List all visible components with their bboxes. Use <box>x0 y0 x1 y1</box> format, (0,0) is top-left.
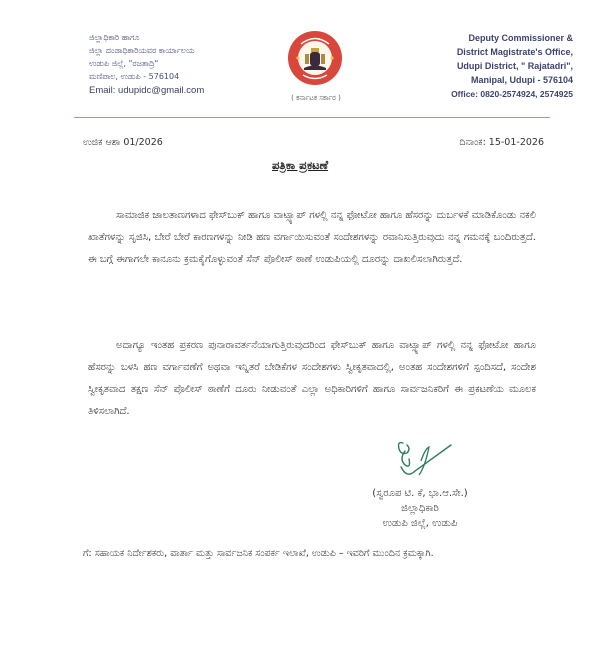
address-line: ಜಿಲ್ಲಾಧಿಕಾರಿ ಹಾಗೂ <box>89 33 140 42</box>
letterhead-kannada-address <box>89 31 204 97</box>
address-line: Udupi District, " Rajatadri", <box>456 61 573 71</box>
signature-icon <box>385 437 455 483</box>
letterhead-english-address <box>451 31 573 101</box>
signatory-district: ಉಡುಪಿ ಜಿಲ್ಲೆ, ಉಡುಪಿ <box>382 518 458 529</box>
document-date: ದಿನಾಂಕ: 15-01-2026 <box>459 137 544 148</box>
document-title: ಪತ್ರಿಕಾ ಪ್ರಕಟಣೆ <box>271 158 329 172</box>
reference-number: ಉಜಿಕ ಆಶಾ 01/2026 <box>83 137 163 148</box>
body-paragraph: ಅದಾಗ್ಯೂ ಇಂತಹ ಪ್ರಕರಣ ಪುನಾರಾವರ್ತನೆಯಾಗುತ್ತಿರುವುದರಿಂದ ಫೇಸ್‌ಬುಕ್ ಹಾಗೂ ವಾಟ್ಸ್ಯಾಪ್ ಗಳಲ್ಲಿ ನನ್ನ ಫೋಟೋ ಹಾಗೂ ಹೆಸರನ್ನು ಬಳಸಿ ಹಣ ವರ್ಗಾವಣೆಗೆ ಅಥವಾ ಇನ್ನಿತರೆ ಬೇಡಿಕೆಗಳ ಸಂದೇಶಗಳು ಸ್ವೀಕೃತವಾದಲ್ಲಿ, ಅಂತಹ ಸಂದೇಶಗಳಿಗೆ ಸ್ಪಂದಿಸದೆ, ಸಂದೇಶ ಸ್ವೀಕೃತವಾದ ತಕ್ಷಣ ಸೆನ್ ಪೊಲೀಸ್ ಠಾಣೆಗೆ ದೂರು ನೀಡುವಂತೆ ಎಲ್ಲಾ ಅಧಿಕಾರಿಗಳಿಗೆ ಹಾಗೂ ಸಾರ್ವಜನಿಕರಿಗೆ ಈ ಪ್ರಕಟಣೆಯ ಮೂಲಕ ತಿಳಿಸಲಾಗಿದೆ. <box>88 340 536 417</box>
address-line: District Magistrate's Office, <box>456 47 573 57</box>
address-line: Deputy Commissioner & <box>468 33 573 43</box>
address-line: Manipal, Udupi - 576104 <box>470 75 573 85</box>
header-divider <box>74 117 550 118</box>
signatory-designation: ಜಿಲ್ಲಾಧಿಕಾರಿ <box>401 503 439 514</box>
karnataka-emblem-icon <box>287 30 343 86</box>
body-paragraph: ಸಾಮಾಜಿಕ ಜಾಲತಾಣಗಳಾದ ಫೇಸ್‌ಬುಕ್ ಹಾಗೂ ವಾಟ್ಸ್ಯಾಪ್ ಗಳಲ್ಲಿ ನನ್ನ ಫೋಟೋ ಹಾಗೂ ಹೆಸರನ್ನು ದುರ್ಬಳಕೆ ಮಾಡಿಕೊಂಡು ನಕಲಿ ಖಾತೆಗಳನ್ನು ಸೃಜಿಸಿ, ಬೇರೆ ಬೇರೆ ಕಾರಣಗಳನ್ನು ನೀಡಿ ಹಣ ವರ್ಗಾಯಿಸುವಂತೆ ಸಂದೇಶಗಳನ್ನು ರವಾನಿಸುತ್ತಿರುವುದು ನನ್ನ ಗಮನಕ್ಕೆ ಬಂದಿರುತ್ತದೆ. ಈ ಬಗ್ಗೆ ಈಗಾಗಲೇ ಕಾನೂನು ಕ್ರಮಕೈಗೊಳ್ಳುವಂತೆ ಸೆನ್ ಪೊಲೀಸ್ ಠಾಣೆ ಉಡುಪಿಯಲ್ಲಿ ದೂರನ್ನು ದಾಖಲಿಸಲಾಗಿರುತ್ತದೆ. <box>88 210 536 265</box>
signatory-name: (ಸ್ವರೂಪ ಟಿ. ಕೆ, ಭಾ.ಆ.ಸೇ.) <box>372 488 468 499</box>
address-line: ಉಡುಪಿ ಜಿಲ್ಲೆ, "ರಜತಾದ್ರಿ" <box>89 59 159 68</box>
signatory-block <box>345 486 495 531</box>
address-line: ಜಿಲ್ಲಾ ದಂಡಾಧಿಕಾರಿಯವರ ಕಾರ್ಯಾಲಯ <box>89 46 195 55</box>
email-text: Email: udupidc@gmail.com <box>89 85 205 96</box>
office-phone: Office: 0820-2574924, 2574925 <box>451 89 573 99</box>
address-line: ಮಣಿಪಾಲ, ಉಡುಪಿ - 576104 <box>89 72 180 81</box>
copy-to-note: ಗೆ: ಸಹಾಯಕ ನಿರ್ದೇಶಕರು, ವಾರ್ತಾ ಮತ್ತು ಸಾರ್ವಜನಿಕ ಸಂಪರ್ಕ ಇಲಾಖೆ, ಉಡುಪಿ – ಇವರಿಗೆ ಮುಂದಿನ ಕ್ರಮಕ್ಕಾಗಿ. <box>83 548 434 559</box>
emblem-caption: ( ಕರ್ನಾಟಕ ಸರ್ಕಾರ ) <box>291 94 341 102</box>
